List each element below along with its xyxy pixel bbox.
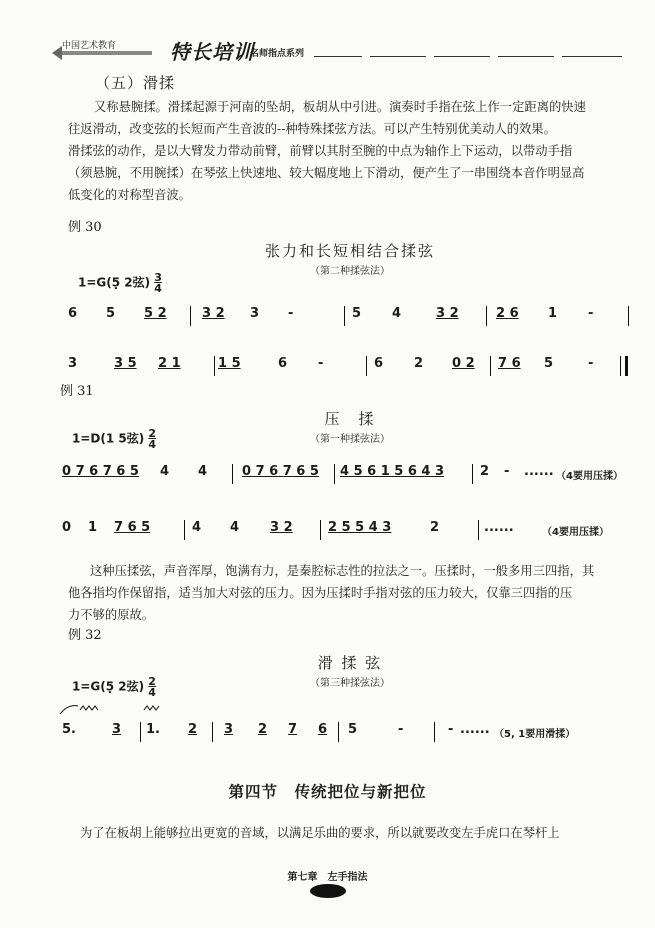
note: ......	[484, 520, 514, 535]
section-paragraph	[68, 96, 634, 206]
note: -	[588, 356, 594, 371]
meter-bottom: 4	[148, 438, 157, 451]
header-logo: 特长培训	[170, 40, 254, 64]
meter-bottom: 4	[154, 282, 162, 295]
meter-top: 3	[154, 271, 162, 284]
page-header	[52, 34, 632, 66]
note: 6	[374, 356, 384, 371]
note: 0 2	[452, 356, 475, 371]
note: 2 5 5 4 3	[328, 520, 392, 535]
barline	[190, 306, 191, 326]
header-rule	[498, 56, 554, 57]
note: 2	[258, 722, 268, 737]
paragraph-line: （须悬腕，不用腕揉）在琴弦上快速地、较大幅度地上下滑动，便产生了一串围绕本音作明显高	[68, 166, 585, 180]
slur-mark	[60, 706, 78, 714]
barline	[486, 306, 487, 326]
barline	[338, 722, 339, 742]
note: 3	[224, 722, 234, 737]
note: 1 5	[218, 356, 241, 371]
note: 3 2	[202, 306, 225, 321]
closing-paragraph	[68, 822, 634, 844]
barline	[184, 520, 185, 540]
score-line	[68, 356, 634, 378]
barline	[344, 306, 345, 326]
paragraph-line: 力不够的原故。	[68, 608, 155, 622]
paragraph-line: 为了在板胡上能够拉出更宽的音域，以满足乐曲的要求，所以就要改变左手虎口在琴杆上	[80, 826, 560, 840]
note: 3 5	[114, 356, 137, 371]
note: 2 6	[496, 306, 519, 321]
example-title: 压 揉	[324, 410, 376, 428]
page-footer: 第七章 左手指法	[287, 872, 368, 883]
remark-text: 4要用压揉	[566, 471, 613, 482]
press-paragraph	[68, 560, 634, 626]
note: 7 6	[498, 356, 521, 371]
note: 1.	[146, 722, 160, 737]
chapter-heading: 第四节 传统把位与新把位	[228, 783, 427, 801]
example-label: 例 30	[68, 220, 102, 235]
note: 4	[198, 464, 208, 479]
header-rule	[370, 56, 426, 57]
barline	[620, 356, 621, 376]
note: -	[588, 306, 594, 321]
time-signature	[148, 676, 156, 698]
barline	[334, 464, 335, 484]
note: -	[288, 306, 294, 321]
note: 4	[230, 520, 240, 535]
score-line	[62, 464, 642, 486]
note: 5	[106, 306, 116, 321]
barline	[478, 520, 479, 540]
score-line	[68, 306, 634, 328]
barline	[434, 722, 435, 742]
vibrato-wave-icon	[80, 706, 98, 710]
note: 4	[192, 520, 202, 535]
final-barline	[625, 356, 628, 376]
note: 6	[318, 722, 328, 737]
header-subtitle: 名师指点系列	[250, 49, 305, 59]
slide-vibrato-marks	[58, 702, 208, 716]
note: 7 6 5	[114, 520, 151, 535]
note: 2	[414, 356, 424, 371]
paragraph-line: 往返滑动，改变弦的长短而产生音波的--种特殊揉弦方法。可以产生特别优美动人的效果。	[68, 122, 556, 136]
note: 0 7 6 7 6 5	[242, 464, 319, 479]
vibrato-wave-icon	[144, 706, 159, 710]
note: 3 2	[270, 520, 293, 535]
note: 7	[288, 722, 298, 737]
meter-top: 2	[148, 427, 157, 440]
note: 3	[250, 306, 260, 321]
note: 3	[112, 722, 122, 737]
key-signature	[78, 272, 162, 294]
paragraph-line: 滑揉弦的动作，是以大臂发力带动前臂，前臂以其肘至腕的中点为轴作上下运动，以带动手指	[68, 144, 573, 158]
note: 6	[68, 306, 78, 321]
note: ......	[524, 464, 554, 479]
note: 4	[160, 464, 170, 479]
note: -	[448, 722, 454, 737]
barline	[320, 520, 321, 540]
barline	[212, 722, 213, 742]
note: 5	[348, 722, 358, 737]
example-label: 例 31	[60, 384, 94, 399]
note: 6	[278, 356, 288, 371]
paragraph-line: 低变化的对称型音波。	[68, 188, 191, 202]
example-subtitle: （第三种揉弦法）	[310, 678, 390, 689]
note: 5	[352, 306, 362, 321]
note: -	[398, 722, 404, 737]
performance-remark: （4要用压揉）	[556, 471, 623, 482]
example-label: 例 32	[68, 628, 102, 643]
note: 4	[392, 306, 402, 321]
section-heading: （五）滑揉	[95, 74, 176, 92]
example-title: 张力和长短相结合揉弦	[264, 242, 435, 260]
barline	[214, 356, 215, 376]
time-signature	[154, 272, 162, 294]
example-title: 滑 揉 弦	[317, 654, 383, 672]
barline	[140, 722, 141, 742]
performance-remark: （4要用压揉）	[542, 527, 609, 538]
meter-bottom: 4	[148, 686, 156, 699]
barline	[366, 356, 367, 376]
note: 5	[544, 356, 554, 371]
note: 5 2	[144, 306, 167, 321]
barline	[628, 306, 629, 326]
time-signature	[148, 428, 156, 450]
example-subtitle: （第一种揉弦法）	[310, 434, 390, 445]
paragraph-line: 又称悬腕揉。滑揉起源于河南的坠胡，板胡从中引进。演奏时手指在弦上作一定距离的快速	[94, 100, 586, 114]
paragraph-line: 他各指均作保留指，适当加大对弦的压力。因为压揉时手指对弦的压力较大，仅靠三四指的压	[68, 586, 573, 600]
note: 0	[62, 520, 72, 535]
note: 5.	[62, 722, 76, 737]
note: 1	[548, 306, 558, 321]
note: -	[318, 356, 324, 371]
note: 0 7 6 7 6 5	[62, 464, 139, 479]
key-signature	[72, 428, 156, 450]
note: 3	[68, 356, 78, 371]
barline	[490, 356, 491, 376]
barline	[232, 464, 233, 484]
example-subtitle: （第二种揉弦法）	[310, 266, 390, 277]
key-text: 1=G(5̣ 2弦)	[72, 679, 145, 694]
note: ......	[460, 722, 490, 737]
paragraph-line: 这种压揉弦，声音浑厚，饱满有力，是秦腔标志性的拉法之一。压揉时，一般多用三四指，其	[90, 564, 595, 578]
key-text: 1=G(5̣ 2弦)	[78, 275, 151, 290]
header-series-text: 中国艺术教育	[62, 41, 117, 51]
page-number-mark	[310, 884, 346, 898]
remark-text: 4要用压揉	[552, 527, 599, 538]
key-signature	[72, 676, 156, 698]
note: 2	[188, 722, 198, 737]
note: 3 2	[436, 306, 459, 321]
note: 2 1	[158, 356, 181, 371]
score-line	[62, 520, 642, 542]
note: 2	[480, 464, 490, 479]
score-line	[62, 722, 642, 744]
note: 2	[430, 520, 440, 535]
barline	[472, 464, 473, 484]
note: -	[504, 464, 510, 479]
meter-top: 2	[148, 675, 156, 688]
key-text: 1=D(1 5弦)	[72, 431, 145, 446]
header-rule	[562, 56, 622, 57]
remark-text: 5, 1要用滑揉	[504, 729, 566, 740]
header-rule	[434, 56, 490, 57]
header-rule	[314, 56, 362, 57]
note: 4 5 6 1 5 6 4 3	[340, 464, 445, 479]
note: 1	[88, 520, 98, 535]
performance-remark: （5, 1要用滑揉）	[494, 729, 576, 740]
